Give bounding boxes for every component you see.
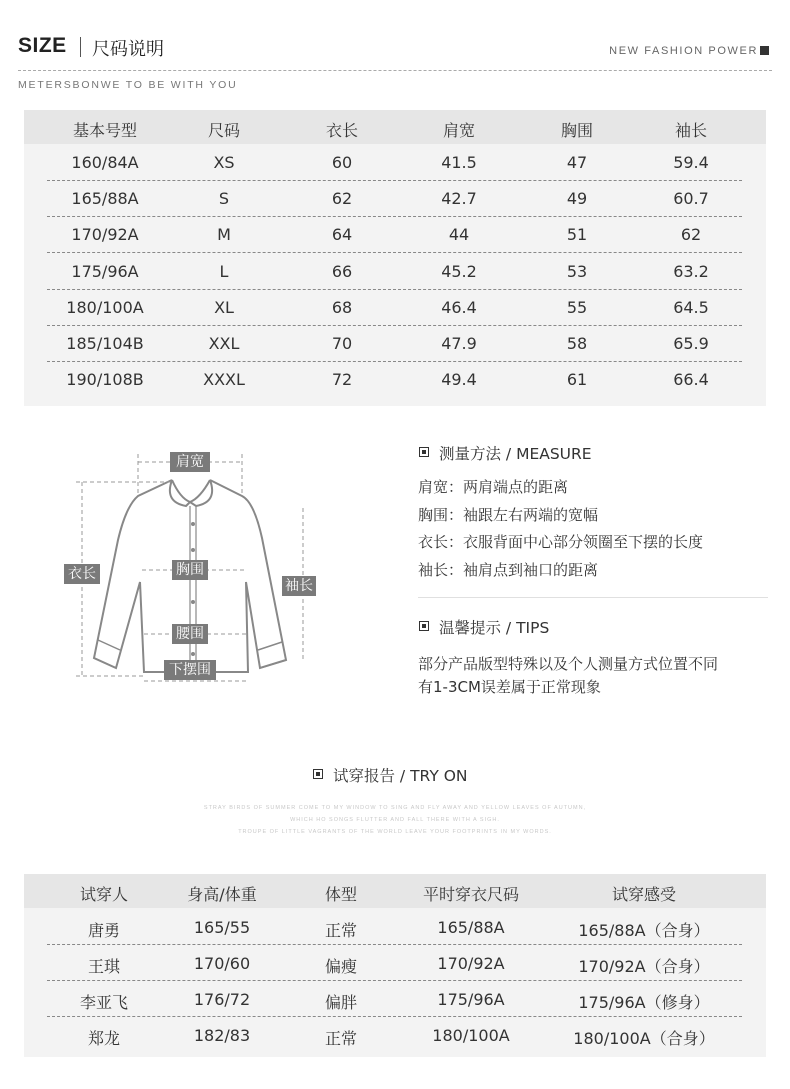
chest-label: 胸围 [172,560,208,580]
size-table-cell: 64.5 [673,297,709,317]
size-table-cell: 64 [331,225,353,245]
size-table-cell: 46.4 [441,297,477,317]
size-table-cell: 170/92A [71,225,139,245]
tryon-table-cell: 180/100A（合身） [573,1029,715,1048]
size-table-cell: 160/84A [71,153,139,172]
square-bullet-icon [313,769,323,779]
row-divider [47,216,742,217]
sleeve-label: 袖长 [282,576,316,596]
size-table-cell: 44 [448,225,470,245]
size-table-cell: XL [214,297,234,317]
header-subtitle: METERSBONWE TO BE WITH YOU [18,79,238,91]
measure-title: 测量方法 / MEASURE [439,445,592,463]
decor-line: WHICH HO SONGS FLUTTER AND FALL THERE WITH A SIGH. [290,817,500,823]
tryon-table-cell: 165/88A（合身） [578,921,710,940]
size-heading-cn: 尺码说明 [92,39,164,60]
measure-line: 袖长：袖肩点到袖口的距离 [418,561,599,579]
tryon-table-cell: 正常 [324,1029,358,1048]
tryon-table-cell: 182/83 [193,1026,251,1045]
header-rule [18,70,772,71]
size-column-header: 袖长 [674,121,708,140]
tryon-column-header: 身高/体重 [187,885,257,904]
size-table-cell: 42.7 [441,189,477,209]
size-table-cell: 62 [680,225,702,245]
row-divider [47,252,742,253]
tryon-table-cell: 唐勇 [87,921,121,940]
tryon-table-cell: 165/88A [437,918,505,937]
tips-title: 温馨提示 / TIPS [439,619,550,637]
tryon-title: 试穿报告 / TRY ON [333,767,468,785]
hem-label: 下摆围 [164,660,216,680]
tryon-column-header: 体型 [324,885,358,904]
row-divider [47,361,742,362]
tryon-table-cell: 170/60 [193,954,251,973]
size-table-cell: XS [213,153,235,172]
tryon-table-cell: 正常 [324,921,358,940]
tryon-table-cell: 偏瘦 [324,957,358,976]
size-table-cell: 41.5 [441,153,477,172]
size-heading: SIZE [18,34,67,57]
size-table-cell: 185/104B [66,334,144,353]
size-table-cell: 55 [566,297,588,317]
square-bullet-icon [419,447,429,457]
size-table-cell: 63.2 [673,261,709,281]
tryon-table-cell: 170/92A（合身） [578,957,710,976]
tryon-decor-text [0,802,790,838]
square-bullet-icon [419,621,429,631]
row-divider [47,180,742,181]
shirt-measure-diagram [60,440,330,690]
size-table-cell: 59.4 [673,153,709,172]
row-divider [47,289,742,290]
tryon-table-cell: 175/96A [437,990,505,1009]
size-table-cell: 49 [566,189,588,209]
size-table-cell: L [219,261,229,281]
size-table-cell: 47.9 [441,334,477,353]
size-table-cell: S [218,189,230,209]
size-table-cell: 47 [566,153,588,172]
tryon-table-cell: 偏胖 [324,993,358,1012]
row-divider [47,325,742,326]
size-table-cell: 65.9 [673,334,709,353]
size-table-cell: 58 [566,334,588,353]
tips-line: 有1-3CM误差属于正常现象 [418,678,601,696]
size-table-cell: M [217,225,231,245]
size-column-header: 尺码 [207,121,241,140]
tips-line: 部分产品版型特殊以及个人测量方式位置不同 [418,655,719,673]
size-table-cell: 49.4 [441,370,477,390]
tryon-column-header: 试穿人 [79,885,129,904]
tryon-column-header: 试穿感受 [611,885,677,904]
measure-line: 衣长：衣服背面中心部分领圈至下摆的长度 [418,533,704,551]
size-table-cell: 165/88A [71,189,139,209]
size-column-header: 肩宽 [442,121,476,140]
size-table-cell: 72 [331,370,353,390]
length-label: 衣长 [64,564,100,584]
row-divider [47,944,742,945]
row-divider [47,980,742,981]
decor-line: TROUPE OF LITTLE VAGRANTS OF THE WORLD LEAVE YOUR FOOTPRINTS IN MY WORDS. [238,829,552,835]
heading-divider [80,37,81,57]
tryon-table-cell: 165/55 [193,918,251,937]
size-table-cell: XXXL [203,370,245,390]
size-table-cell: XXL [208,334,240,353]
tryon-table-cell: 170/92A [437,954,505,973]
tryon-table-cell: 王琪 [87,957,121,976]
size-column-header: 基本号型 [72,121,138,140]
size-table-cell: 53 [566,261,588,281]
section-divider [418,597,768,598]
tryon-table-cell: 176/72 [193,990,251,1009]
size-table-cell: 62 [331,189,353,209]
size-column-header: 胸围 [560,121,594,140]
shoulder-label: 肩宽 [170,452,210,472]
tryon-column-header: 平时穿衣尺码 [422,885,520,904]
tryon-table-cell: 180/100A [432,1026,510,1045]
tryon-table-cell: 郑龙 [87,1029,121,1048]
tryon-table-cell: 李亚飞 [79,993,129,1012]
size-table-cell: 60 [331,153,353,172]
size-column-header: 衣长 [325,121,359,140]
row-divider [47,1016,742,1017]
waist-label: 腰围 [172,624,208,644]
size-table-cell: 61 [566,370,588,390]
square-bullet-icon [760,46,769,55]
measure-line: 胸围：袖跟左右两端的宽幅 [418,506,599,524]
size-table-cell: 180/100A [66,297,144,317]
size-table-cell: 66 [331,261,353,281]
tagline: NEW FASHION POWER [609,45,758,57]
size-table-cell: 175/96A [71,261,139,281]
measure-line: 肩宽：两肩端点的距离 [418,478,569,496]
tryon-table-cell: 175/96A（修身） [578,993,710,1012]
size-table-cell: 51 [566,225,588,245]
size-table-cell: 70 [331,334,353,353]
size-table-cell: 45.2 [441,261,477,281]
size-table-cell: 190/108B [66,370,144,390]
size-table-cell: 60.7 [673,189,709,209]
decor-line: STRAY BIRDS OF SUMMER COME TO MY WINDOW TO SING AND FLY AWAY AND YELLOW LEAVES OF AUTUMN, [203,805,587,811]
size-table-cell: 68 [331,297,353,317]
size-table-cell: 66.4 [673,370,709,390]
